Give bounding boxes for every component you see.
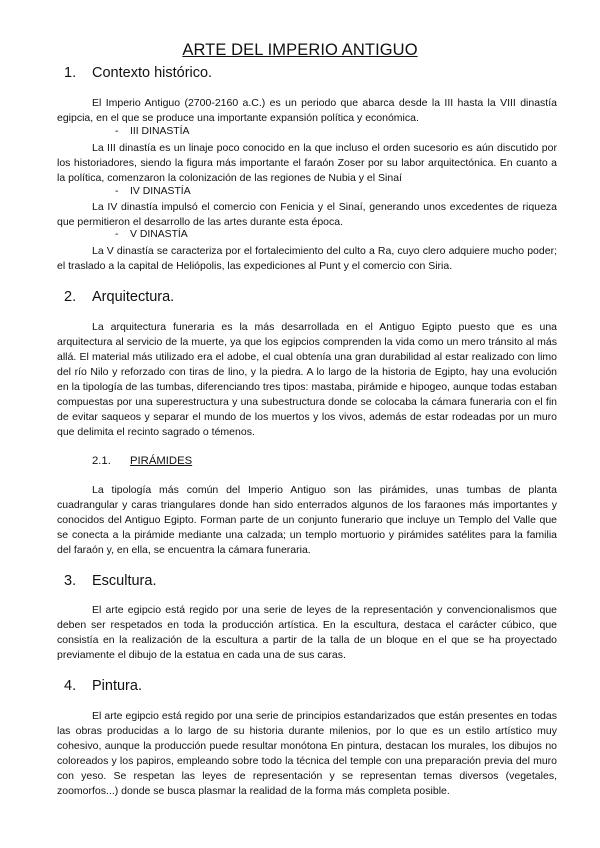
section-number: 1. (64, 65, 77, 81)
paragraph-pintura: El arte egipcio está regido por una serie de principios estandarizados que están presentes en todas las obras producidas a lo largo de su historia durante milenios, por lo que es un estilo artístico muy cohesivo, aunque la producción puede resultar monótona En pintura, destacan los murales, los dibujos no coloreados y los papiros, empleando sobre todo la técnica del temple con una preparación previa del muro con yeso. Se respetan las leyes de representación y se representan temas diversos (vegetales, zoomorfos...) donde se busca plasmar la realidad de la forma más completa posible. (57, 710, 557, 797)
section-heading-escultura (64, 573, 156, 589)
dynasty-label: III DINASTÍA (130, 126, 190, 137)
section-heading-contexto (64, 65, 212, 81)
section-label: Pintura. (92, 678, 142, 694)
document-title: ARTE DEL IMPERIO ANTIGUO (182, 41, 418, 59)
dynasty-label: V DINASTÍA (130, 229, 188, 240)
subsection-label: PIRÁMIDES (130, 455, 193, 467)
section-label: Arquitectura. (92, 289, 175, 305)
paragraph-dynasty-iii: La III dinastía es un linaje poco conocido en la que incluso el orden sucesorio es aún discutido por los historiadores, siendo la figura más importante el faraón Zoser por su labor arquitectónica. En cuanto a la política, comenzaron la colonización de las regiones de Nubia y el Sinaí (57, 142, 557, 184)
paragraph-piramides: La tipología más común del Imperio Antiguo son las pirámides, unas tumbas de planta cuadrangular y caras triangulares donde han sido enterrados algunos de los faraones más importantes y conocidos del Antiguo Egipto. Forman parte de un conjunto funerario que incluye un Templo del Valle que se conecta a la pirámide mediante una calzada; un templo mortuorio y pirámides satélites para la familia del faraón y, en ella, se encuentra la cámara funeraria. (57, 484, 557, 556)
section-heading-pintura (64, 678, 142, 694)
paragraph-arquitectura: La arquitectura funeraria es la más desarrollada en el Antiguo Egipto puesto que es una arquitectura al servicio de la muerte, ya que los egipcios comprenden la vida como un mero tránsito al más allá. El material más utilizado era el adobe, el cual obtenía una gran durabilidad al estar realizado con limo del río Nilo y reforzado con tiras de lino, y la piedra. A lo largo de la historia de Egipto, hay una evolución en la tipología de las tumbas, diferenciando tres tipos: mastaba, pirámide e hipogeo, aunque todas estaban compuestas por una superestructura y una subestructura donde se colocaba la cámara funeraria con el fin de evitar saqueos y separar el mundo de los muertos y los vivos, además de estar rodeadas por un muro que delimita el recinto sagrado o témenos. (57, 321, 557, 438)
section-heading-arquitectura (64, 289, 174, 305)
subsection-number: 2.1. (92, 455, 111, 467)
dynasty-heading-iv: - IV DINASTÍA (115, 186, 191, 197)
section-label: Contexto histórico. (92, 65, 213, 81)
section-number: 3. (64, 573, 77, 589)
dynasty-heading-iii: - III DINASTÍA (115, 126, 190, 137)
paragraph-escultura: El arte egipcio está regido por una serie de leyes de la representación y convencionalismos que deben ser respetados en toda la producción artística. En la escultura, destaca el carácter cúbico, que consistía en la realización de la escultura a partir de la talla de un bloque en el que se ha proyectado previamente el dibujo de la estatua en cada una de sus caras. (57, 604, 557, 661)
dynasty-label: IV DINASTÍA (130, 186, 191, 197)
section-number: 4. (64, 678, 77, 694)
paragraph-intro: El Imperio Antiguo (2700-2160 a.C.) es un periodo que abarca desde la III hasta la VIII dinastía egipcia, en el que se produce una importante expansión política y económica. (57, 97, 557, 124)
paragraph-dynasty-iv: La IV dinastía impulsó el comercio con Fenicia y el Sinaí, generando unos excedentes de riqueza que permitieron el desarrollo de las artes durante esta época. (57, 201, 557, 228)
dynasty-heading-v: - V DINASTÍA (115, 229, 188, 240)
section-number: 2. (64, 289, 77, 305)
paragraph-dynasty-v: La V dinastía se caracteriza por el fortalecimiento del culto a Ra, cuyo clero adquiere mucho poder; el traslado a la capital de Heliópolis, las expediciones al Punt y el comercio con Siria. (57, 245, 557, 272)
section-label: Escultura. (92, 573, 157, 589)
subsection-heading-piramides (92, 455, 192, 467)
